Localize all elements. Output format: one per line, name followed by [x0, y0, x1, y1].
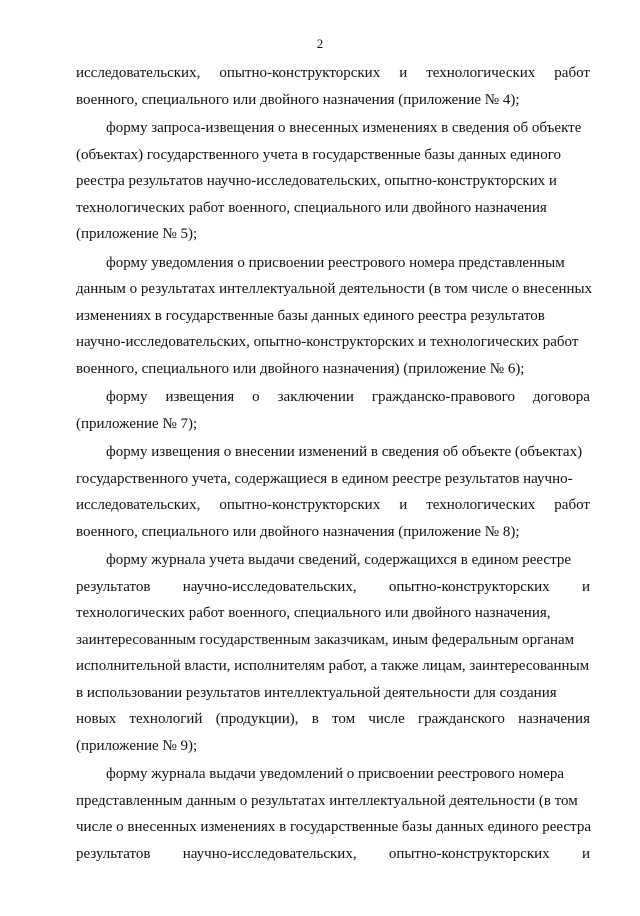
- word: технологий: [129, 711, 203, 727]
- text-line: (приложение № 9);: [76, 737, 198, 754]
- paragraph: [76, 384, 590, 439]
- word: числе: [368, 711, 405, 727]
- word: и: [581, 578, 590, 595]
- text-line: научно-исследовательских, опытно-конструкторских и технологических работ: [76, 334, 579, 350]
- paragraph: [76, 60, 590, 115]
- text-line: [76, 841, 590, 868]
- text-line: [76, 706, 590, 733]
- text-line: числе о внесенных изменениях в государственные базы данных единого реестра: [76, 819, 592, 835]
- text-line: представленным данным о результатах интеллектуальной деятельности (в том: [76, 792, 578, 809]
- text-line: [76, 574, 590, 601]
- word: гражданского: [417, 711, 505, 727]
- text-line: военного, специального или двойного назначения (приложение № 4);: [76, 91, 520, 108]
- word: технологических: [426, 497, 536, 513]
- word: научно-исследовательских,: [182, 578, 357, 595]
- word: работ: [554, 65, 590, 81]
- word: извещения: [165, 389, 235, 405]
- word: опытно-конструкторских: [388, 845, 550, 862]
- word: форму: [106, 389, 148, 405]
- text-line: военного, специального или двойного назначения) (приложение № 6);: [76, 360, 525, 377]
- paragraph: [76, 439, 590, 547]
- word: в: [311, 711, 319, 727]
- word: том: [332, 711, 356, 727]
- word: опытно-конструкторских: [219, 65, 381, 81]
- text-line: технологических работ военного, специального или двойного назначения,: [76, 605, 551, 621]
- text-line: технологических работ военного, специального или двойного назначения: [76, 199, 547, 216]
- text-line: исполнительной власти, исполнителям работ, а также лицам, заинтересованным: [76, 658, 590, 674]
- word: работ: [554, 497, 590, 513]
- text-line: заинтересованным государственным заказчикам, иным федеральным органам: [76, 631, 575, 648]
- text-line: государственного учета, содержащиеся в едином реестре результатов научно-: [76, 470, 573, 487]
- word: и: [399, 497, 408, 513]
- word: технологических: [426, 65, 536, 81]
- paragraph: [76, 115, 590, 250]
- word: опытно-конструкторских: [388, 578, 550, 595]
- word: заключении: [277, 389, 354, 405]
- text-line: [76, 492, 590, 519]
- text-line: (приложение № 5);: [76, 226, 198, 242]
- text-line: форму журнала учета выдачи сведений, содержащихся в едином реестре: [106, 552, 571, 568]
- word: (продукции),: [215, 711, 299, 727]
- word: исследовательских,: [76, 65, 201, 81]
- word: результатов: [76, 845, 151, 862]
- word: и: [399, 65, 408, 81]
- text-line: форму извещения о внесении изменений в сведения об объекте (объектах): [106, 444, 583, 460]
- word: опытно-конструкторских: [219, 497, 381, 513]
- paragraph: [76, 250, 593, 385]
- text-line: форму уведомления о присвоении реестрового номера представленным: [106, 254, 565, 271]
- text-line: в использовании результатов интеллектуальной деятельности для создания: [76, 684, 557, 701]
- paragraph-gap: [76, 867, 590, 869]
- text-line: военного, специального или двойного назначения (приложение № 8);: [76, 523, 520, 540]
- text-line: форму журнала выдачи уведомлений о присвоении реестрового номера: [106, 766, 565, 782]
- text-line: (приложение № 7);: [76, 415, 198, 432]
- text-line: изменениях в государственные базы данных единого реестра результатов: [76, 307, 545, 324]
- text-line: (объектах) государственного учета в государственные базы данных единого: [76, 146, 561, 163]
- word: договора: [532, 389, 590, 405]
- text-line: [76, 384, 590, 411]
- text-line: форму запроса-извещения о внесенных изменениях в сведения об объекте: [106, 120, 582, 136]
- word: о: [252, 389, 260, 405]
- paragraph: [76, 761, 590, 869]
- page-number: 2: [316, 36, 324, 51]
- text-line: [76, 60, 590, 87]
- word: и: [581, 845, 590, 862]
- document-body: [76, 60, 593, 869]
- word: результатов: [76, 578, 151, 595]
- paragraph: [76, 547, 590, 761]
- word: новых: [76, 711, 117, 727]
- word: гражданско-правового: [371, 389, 515, 405]
- word: исследовательских,: [76, 497, 201, 513]
- text-line: реестра результатов научно-исследовательских, опытно-конструкторских и: [76, 173, 557, 189]
- word: назначения: [518, 711, 590, 727]
- text-line: данным о результатах интеллектуальной деятельности (в том числе о внесенных: [76, 281, 593, 297]
- word: научно-исследовательских,: [182, 845, 357, 862]
